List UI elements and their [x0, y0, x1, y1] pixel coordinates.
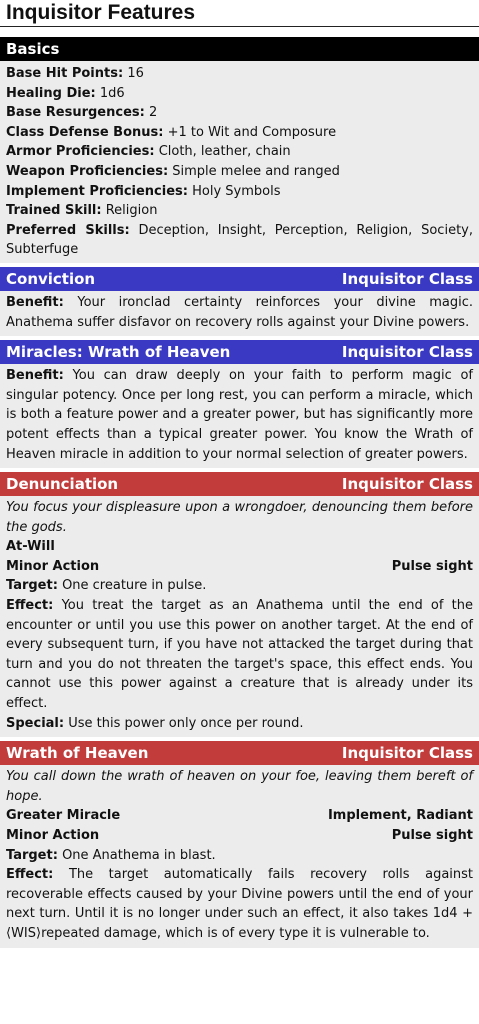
miracles-header [0, 340, 479, 364]
action-type: Minor Action [6, 558, 100, 574]
effect-line: Effect: You treat the target as an Anathema until the end of the encounter or until you use this power on another target. At the end of every subsequent turn, if you have not attacked the target during that turn and you do not threaten the target's space, this effect ends. You cannot use this power against a creature that is already under its effect. [6, 598, 474, 712]
feature-name: Miracles: Wrath of Heaven [6, 343, 231, 362]
denunciation-body [0, 496, 479, 737]
usage-keywords-line [6, 806, 473, 826]
basics-row: Armor Proficiencies: Cloth, leather, chain [6, 144, 291, 160]
benefit-text: Benefit: You can draw deeply on your faith to perform magic of singular potency. Once per long rest, you can perform a miracle, which is both a feature power and a greater power, but has significantly more potent effects than a typical greater power. You know the Wrath of Heaven miracle in addition to your normal selection of greater powers. [6, 368, 473, 462]
miracles-section [0, 340, 479, 468]
wrath-section [0, 741, 479, 947]
action-range-line [6, 826, 473, 846]
flavor-text: You call down the wrath of heaven on your foe, leaving them bereft of hope. [6, 769, 473, 804]
usage: Greater Miracle [6, 808, 121, 824]
action-range-line [6, 557, 473, 577]
target-line: Target: One Anathema in blast. [6, 847, 216, 863]
basics-section [0, 37, 479, 263]
basics-row: Base Resurgences: 2 [6, 105, 158, 121]
power-range: Pulse sight [391, 828, 473, 843]
denunciation-header [0, 472, 479, 496]
conviction-body [0, 291, 479, 336]
power-range: Pulse sight [391, 558, 473, 574]
power-name: Wrath of Heaven [6, 744, 149, 763]
special-line: Special: Use this power only once per round. [6, 715, 304, 731]
feature-name: Conviction [6, 269, 96, 288]
denunciation-section [0, 472, 479, 737]
conviction-section [0, 267, 479, 336]
usage-line: At-Will [6, 539, 55, 555]
basics-header-label: Basics [6, 40, 60, 58]
class-label: Inquisitor Class [341, 269, 473, 288]
flavor-text: You focus your displeasure upon a wrongdoer, denouncing them before the gods. [6, 500, 473, 535]
class-label: Inquisitor Class [341, 475, 473, 494]
basics-row: Class Defense Bonus: +1 to Wit and Composure [6, 124, 337, 140]
basics-header [0, 37, 479, 61]
wrath-header [0, 741, 479, 765]
basics-body [0, 61, 479, 263]
basics-row: Weapon Proficiencies: Simple melee and ranged [6, 163, 340, 179]
miracles-body [0, 364, 479, 468]
benefit-text: Benefit: Your ironclad certainty reinforces your divine magic. Anathema suffer disfavor on recovery rolls against your Divine powers. [6, 294, 473, 330]
page-title: Inquisitor Features [0, 0, 479, 27]
basics-row: Base Hit Points: 16 [6, 66, 144, 81]
action-type: Minor Action [6, 828, 100, 843]
effect-line: Effect: The target automatically fails recovery rolls against recoverable effects caused by your Divine powers until the end of your next turn. Until it is no longer under such an effect, it also takes 1d4 + ⟨WIS⟩repeated damage, which is of every type it is vulnerable to. [6, 867, 474, 941]
target-line: Target: One creature in pulse. [6, 578, 207, 594]
basics-row: Implement Proficiencies: Holy Symbols [6, 183, 281, 199]
basics-row: Healing Die: 1d6 [6, 85, 125, 101]
wrath-body [0, 765, 479, 947]
power-name: Denunciation [6, 475, 119, 494]
basics-row: Preferred Skills: Deception, Insight, Perception, Religion, Society, Subterfuge [6, 222, 473, 258]
class-label: Inquisitor Class [341, 744, 473, 763]
basics-row: Trained Skill: Religion [6, 203, 158, 219]
keywords: Implement, Radiant [327, 808, 473, 824]
class-label: Inquisitor Class [341, 343, 473, 362]
conviction-header [0, 267, 479, 291]
